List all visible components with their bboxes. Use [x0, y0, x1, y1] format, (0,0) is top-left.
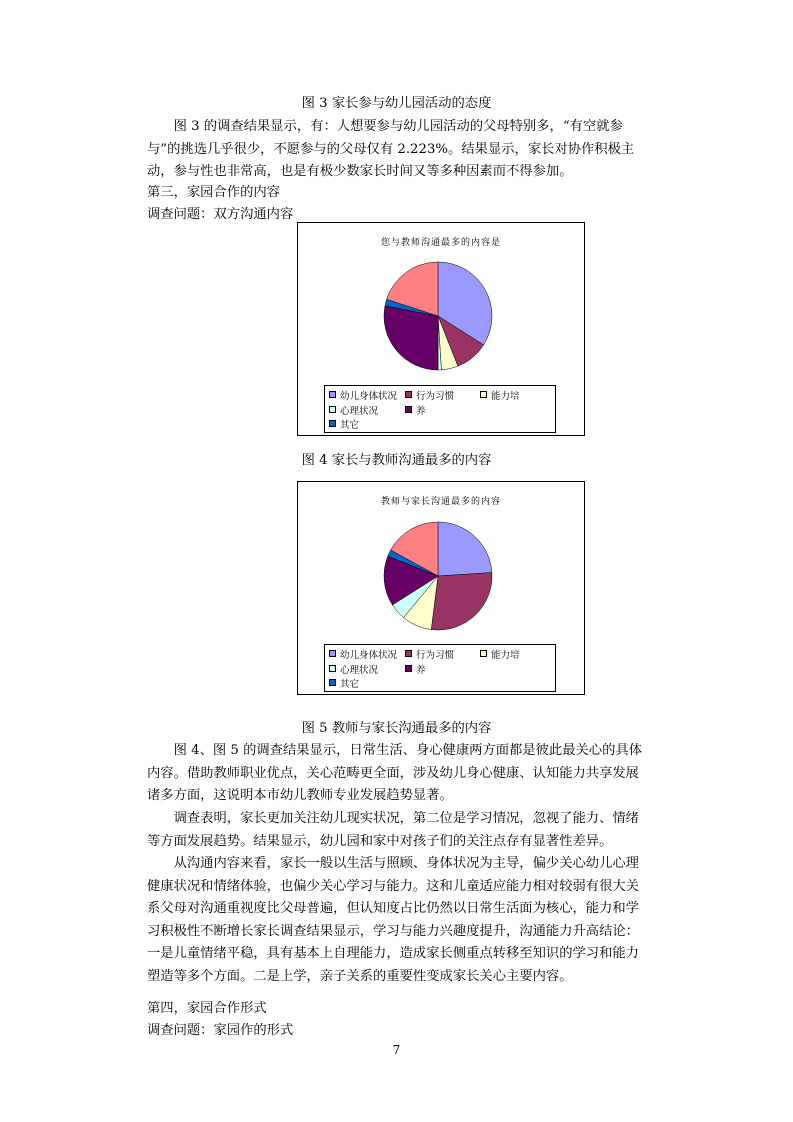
legend-item-learning: 养 [405, 662, 426, 676]
legend-item-ability: 能力培 [480, 647, 520, 661]
legend-swatch [329, 679, 336, 686]
legend-swatch [480, 650, 487, 657]
paragraph-survey-findings: 调查表明，家长更加关注幼儿现实状况，第二位是学习情况，忽视了能力、情绪等方面发展趋势。结果显示，幼儿园和家中对孩子们的关注点存有显著性差异。 [147, 811, 639, 849]
figure-3-caption: 图 3 家长参与幼儿园活动的态度 [301, 96, 492, 111]
legend-swatch [405, 391, 412, 398]
legend-swatch [405, 650, 412, 657]
chart-5-legend [324, 644, 556, 692]
legend-swatch [405, 665, 412, 672]
legend-swatch [329, 420, 336, 427]
legend-item-ability: 能力培 [480, 388, 520, 402]
paragraph-fig45-analysis: 图 4、图 5 的调查结果显示，日常生活、身心健康两方面都是彼此最关心的具体内容。借助教师职业优点，关心范畴更全面，涉及幼儿身心健康、认知能力共享发展诸多方面，这说明本市幼儿教师专业发展趋势显著。 [147, 743, 642, 803]
chart-4-title: 您与教师沟通最多的内容是 [380, 238, 501, 248]
survey-question-4: 调查问题：家园作的形式 [147, 1023, 294, 1038]
figure-5-caption: 图 5 教师与家长沟通最多的内容 [301, 721, 492, 736]
figure-5-chart [297, 481, 585, 695]
figure-4-chart [297, 222, 585, 436]
pie-slice-2 [431, 573, 492, 630]
legend-swatch [329, 665, 336, 672]
legend-item-behavior: 行为习惯 [405, 388, 454, 402]
paragraph-fig3-analysis: 图 3 的调查结果显示，有：人想要参与幼儿园活动的父母特别多，“有空就参与”的挑选几乎很少，不愿参与的父母仅有 2.223%。结果显示，家长对协作积极主动，参与性也非常高，也是有极少数家长时间又等多种因素而不得参加。 [147, 119, 635, 179]
figure-4-caption: 图 4 家长与教师沟通最多的内容 [301, 453, 492, 468]
legend-item-learning: 养 [405, 403, 426, 417]
legend-swatch [480, 391, 487, 398]
section-heading-4: 第四，家园合作形式 [147, 1001, 267, 1016]
pie-slice-5 [384, 306, 438, 370]
legend-item-other: 其它 [329, 676, 359, 690]
chart-4-legend [324, 385, 556, 433]
chart-5-title: 教师与家长沟通最多的内容 [380, 497, 501, 507]
legend-item-body: 幼儿身体状况 [329, 388, 397, 402]
section-heading-3: 第三，家园合作的内容 [147, 185, 280, 200]
chart-5-pie [298, 482, 584, 642]
survey-question-3: 调查问题：双方沟通内容 [147, 207, 294, 222]
legend-item-psychology: 心理状况 [329, 662, 378, 676]
page-number: 7 [392, 1043, 401, 1057]
legend-item-body: 幼儿身体状况 [329, 647, 397, 661]
legend-swatch [329, 391, 336, 398]
legend-item-other: 其它 [329, 417, 359, 431]
legend-swatch [405, 406, 412, 413]
paragraph-communication-content: 从沟通内容来看，家长一般以生活与照顾、身体状况为主导，偏少关心幼儿心理健康状况和情绪体验，也偏少关心学习与能力。这和儿童适应能力相对较弱有很大关系父母对沟通重视度比父母普遍，但认知度占比仍然以日常生活面为核心，能力和学习积极性不断增长家长调查结果显示，学习与能力兴趣度提升，沟通能力升高结论：一是儿童情绪平稳，具有基本上自理能力，造成家长侧重点转移至知识的学习和能力塑造等多个方面。二是上学，亲子关系的重要性变成家长关心主要内容。 [147, 856, 639, 984]
chart-4-pie [298, 223, 584, 383]
legend-item-psychology: 心理状况 [329, 403, 378, 417]
legend-item-behavior: 行为习惯 [405, 647, 454, 661]
legend-swatch [329, 406, 336, 413]
legend-swatch [329, 650, 336, 657]
pie-slice-1 [438, 522, 492, 576]
